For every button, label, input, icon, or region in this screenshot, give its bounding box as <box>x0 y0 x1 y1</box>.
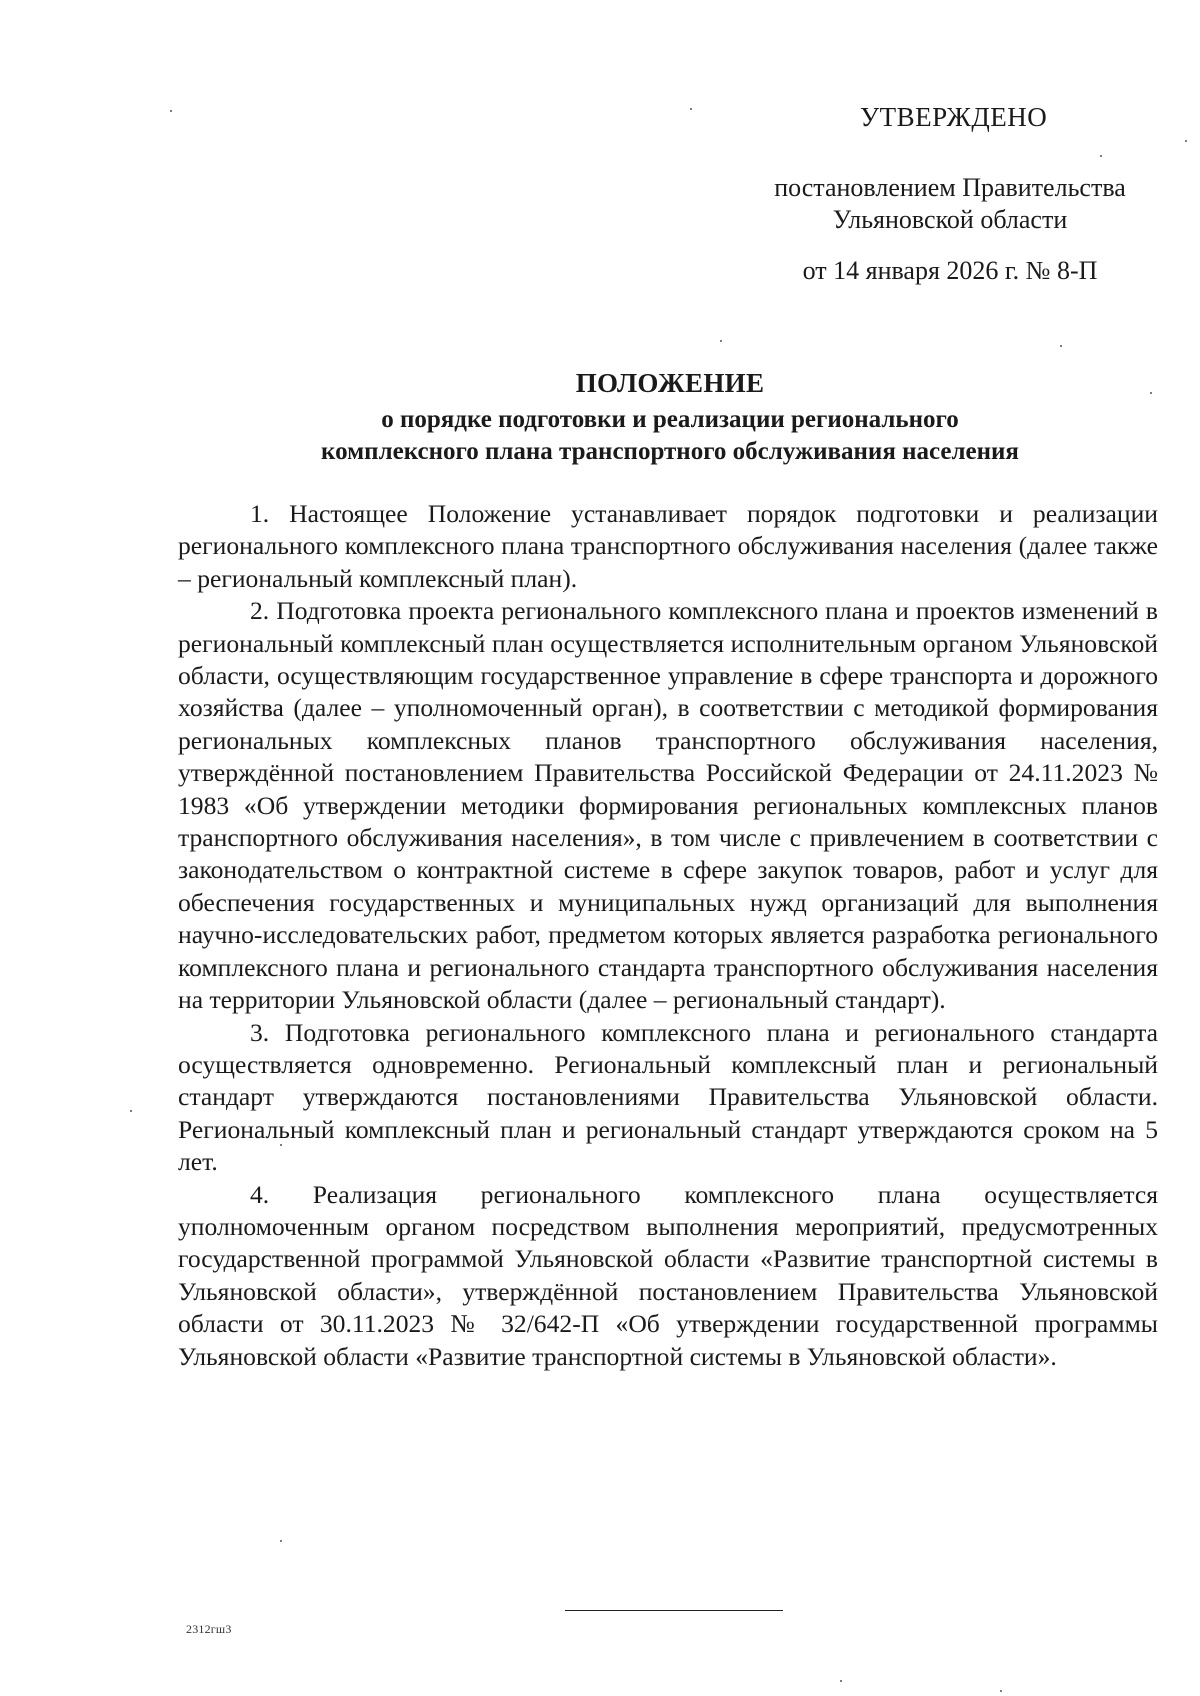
approval-line-decree: постановлением Правительства <box>774 173 1126 202</box>
scan-speck <box>280 1540 282 1542</box>
document-subtitle-line-1: о порядке подготовки и реализации регионального <box>381 406 959 433</box>
footer-document-code: 2312гш3 <box>186 1622 232 1636</box>
paragraph-2: 2. Подготовка проекта регионального комплексного плана и проектов изменений в региональный комплексный план осуществляется исполнительным органом Ульяновской области, осуществляющим государственное управление в сфере транспорта и дорожного хозяйства (далее – уполномоченный орган), в соответствии с методикой формирования региональных комплексных планов транспортного обслуживания населения, утверждённой постановлением Правительства Российской Федерации от 24.11.2023 № 1983 «Об утверждении методики формирования региональных комплексных планов транспортного обслуживания населения», в том числе с привлечением в соответствии с законодательством о контрактной системе в сфере закупок товаров, работ и услуг для обеспечения государственных и муниципальных нужд организаций для выполнения научно-исследовательских работ, предметом которых является разработка регионального комплексного плана и регионального стандарта транспортного обслуживания населения на территории Ульяновской области (далее – региональный стандарт). <box>178 596 1158 1015</box>
scan-speck <box>1000 1690 1002 1692</box>
paragraph-4: 4. Реализация регионального комплексного плана осуществляется уполномоченным органом посредством выполнения мероприятий, предусмотренных государственной программой Ульяновской области «Развитие транспортной системы в Ульяновской области», утверждённой постановлением Правительства Ульяновской области от 30.11.2023 № 32/642-П «Об утверждении государственной программы Ульяновской области «Развитие транспортной системы в Ульяновской области». <box>178 1179 1158 1371</box>
scan-speck <box>720 340 722 342</box>
paragraph-1: 1. Настоящее Положение устанавливает порядок подготовки и реализации регионального комплексного плана транспортного обслуживания населения (далее также – региональный комплексный план). <box>178 499 1158 593</box>
scan-speck <box>1150 392 1152 394</box>
scan-speck <box>1100 155 1102 157</box>
scan-speck <box>1185 140 1187 142</box>
end-divider-line <box>565 1610 783 1611</box>
scan-speck <box>1060 345 1062 347</box>
document-title: ПОЛОЖЕНИЕ <box>575 368 765 398</box>
document-subtitle-line-2: комплексного плана транспортного обслуживания населения <box>321 438 1019 465</box>
approval-line-region: Ульяновской области <box>832 205 1068 234</box>
scan-speck <box>170 110 172 112</box>
document-body <box>178 498 1158 1373</box>
paragraph-3: 3. Подготовка регионального комплексного плана и регионального стандарта осуществляется одновременно. Региональный комплексный план и региональный стандарт утверждаются постановлениями Правительства Ульяновской области. Региональный комплексный план и региональный стандарт утверждаются сроком на 5 лет. <box>178 1017 1158 1177</box>
scan-speck <box>840 1680 842 1682</box>
scan-speck <box>280 1144 282 1146</box>
approval-stamp-title: УТВЕРЖДЕНО <box>860 102 1048 132</box>
scan-speck <box>690 108 692 110</box>
approval-line-date: от 14 января 2026 г. № 8-П <box>802 256 1098 285</box>
scan-speck <box>130 1110 132 1112</box>
